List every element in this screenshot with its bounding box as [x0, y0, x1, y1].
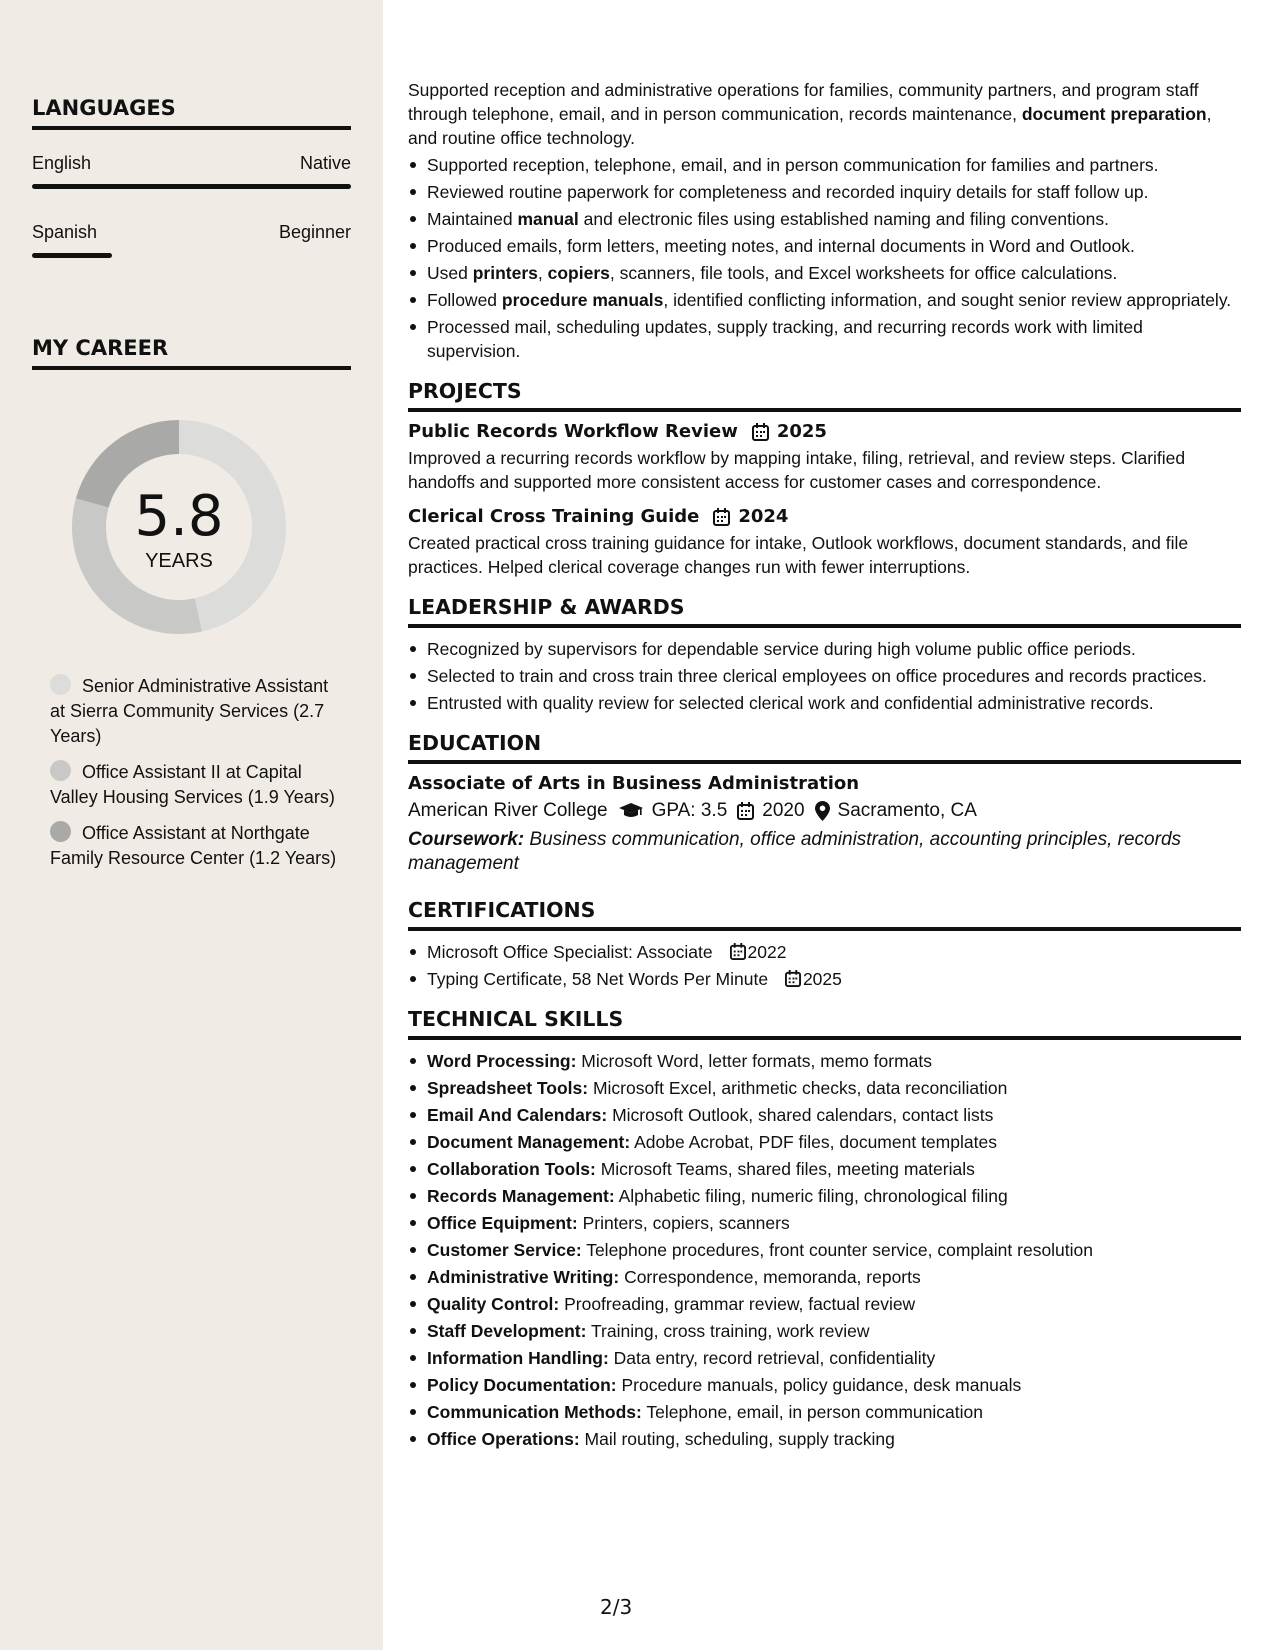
language-bar-spanish: [32, 253, 351, 258]
language-name: English: [32, 153, 92, 173]
language-bar-english: [32, 184, 351, 189]
education-school: American River College: [408, 800, 608, 821]
education-location: Sacramento, CA: [837, 800, 977, 821]
language-row-english: [32, 153, 351, 174]
education-year: 2020: [762, 800, 805, 821]
project-year: 2025: [776, 421, 827, 442]
education-degree: Associate of Arts in Business Administration: [408, 773, 860, 794]
education-gpa: GPA: 3.5: [651, 800, 728, 821]
legend-dot: [50, 760, 71, 781]
education-meta: [408, 800, 1241, 822]
list-item: Selected to train and cross train three clerical employees on office procedures and records practices.: [408, 664, 1241, 688]
language-bar-fill: [32, 184, 351, 189]
leadership-list: [408, 637, 1241, 715]
project-title: Clerical Cross Training Guide 2024: [408, 506, 789, 527]
legend-dot: [50, 674, 71, 695]
experience-summary: Supported reception and administrative operations for families, community partners, and program staff through telephone, email, and in person communication, records maintenance, document preparation, and routine office technology.: [408, 80, 1212, 148]
list-item: Administrative Writing: Correspondence, memoranda, reports: [408, 1265, 1241, 1289]
page-number: 2/3: [600, 1595, 633, 1619]
legend-dot: [50, 821, 71, 842]
project-description: Created practical cross training guidance for intake, Outlook workflows, document standards, and file practices. Helped clerical coverage changes run with fewer interruptions.: [408, 533, 1189, 577]
location-pin-icon: [815, 801, 830, 821]
language-name: Spanish: [32, 222, 98, 242]
career-total-years: 5.8: [134, 484, 224, 549]
certifications-list: [408, 940, 1241, 991]
calendar-icon: [713, 508, 730, 526]
list-item: Produced emails, form letters, meeting notes, and internal documents in Word and Outlook.: [408, 234, 1241, 258]
leadership-heading: LEADERSHIP & AWARDS: [408, 595, 1241, 628]
list-item: Staff Development: Training, cross training, work review: [408, 1319, 1241, 1343]
language-level: Beginner: [278, 222, 351, 242]
calendar-icon: [785, 970, 801, 987]
projects-heading: PROJECTS: [408, 379, 1241, 412]
experience-bullets: [408, 153, 1241, 363]
career-entry: Office Assistant at Northgate Family Resource Center (1.2 Years): [50, 823, 337, 868]
list-item: Followed procedure manuals, identified conflicting information, and sought senior review appropriately.: [408, 288, 1241, 312]
list-item: Recognized by supervisors for dependable service during high volume public office periods.: [408, 637, 1241, 661]
list-item: Document Management: Adobe Acrobat, PDF files, document templates: [408, 1130, 1241, 1154]
certifications-heading: CERTIFICATIONS: [408, 898, 1241, 931]
skills-heading: TECHNICAL SKILLS: [408, 1007, 1241, 1040]
project-title: Public Records Workflow Review 2025: [408, 421, 827, 442]
skills-list: [408, 1049, 1241, 1451]
language-bar-fill: [32, 253, 112, 258]
list-item: Typing Certificate, 58 Net Words Per Minute 2025: [408, 967, 1241, 991]
languages-heading: LANGUAGES: [32, 96, 176, 120]
list-item: Used printers, copiers, scanners, file tools, and Excel worksheets for office calculations.: [408, 261, 1241, 285]
list-item: Records Management: Alphabetic filing, numeric filing, chronological filing: [408, 1184, 1241, 1208]
list-item: Collaboration Tools: Microsoft Teams, shared files, meeting materials: [408, 1157, 1241, 1181]
project-year: 2024: [738, 506, 789, 527]
list-item: Maintained manual and electronic files using established naming and filing conventions.: [408, 207, 1241, 231]
languages-rule: [32, 126, 351, 130]
career-list: [50, 674, 340, 882]
list-item: Office Equipment: Printers, copiers, scanners: [408, 1211, 1241, 1235]
list-item: Email And Calendars: Microsoft Outlook, shared calendars, contact lists: [408, 1103, 1241, 1127]
language-row-spanish: [32, 222, 351, 243]
career-heading: MY CAREER: [32, 336, 169, 360]
list-item: Communication Methods: Telephone, email, in person communication: [408, 1400, 1241, 1424]
career-rule: [32, 366, 351, 370]
calendar-icon: [752, 423, 769, 441]
graduation-cap-icon: [618, 802, 644, 820]
education-coursework: Coursework: Business communication, office administration, accounting principles, records management: [408, 829, 1182, 874]
list-item: Supported reception, telephone, email, and in person communication for families and partners.: [408, 153, 1241, 177]
list-item: Microsoft Office Specialist: Associate 2022: [408, 940, 1241, 964]
list-item: Reviewed routine paperwork for completeness and recorded inquiry details for staff follow up.: [408, 180, 1241, 204]
calendar-icon: [737, 802, 754, 820]
list-item: Office Operations: Mail routing, scheduling, supply tracking: [408, 1427, 1241, 1451]
list-item: Processed mail, scheduling updates, supply tracking, and recurring records work with limited supervision.: [408, 315, 1241, 363]
list-item: Entrusted with quality review for selected clerical work and confidential administrative records.: [408, 691, 1241, 715]
calendar-icon: [730, 943, 746, 960]
career-years-label: YEARS: [145, 550, 213, 572]
project-description: Improved a recurring records workflow by mapping intake, filing, retrieval, and review steps. Clarified handoffs and supported more consistent access for customer cases and correspondence.: [408, 448, 1186, 492]
list-item: Customer Service: Telephone procedures, front counter service, complaint resolution: [408, 1238, 1241, 1262]
language-level: Native: [299, 153, 351, 173]
list-item: Quality Control: Proofreading, grammar review, factual review: [408, 1292, 1241, 1316]
education-heading: EDUCATION: [408, 731, 1241, 764]
main-content: [408, 78, 1241, 1454]
career-entry: Office Assistant II at Capital Valley Housing Services (1.9 Years): [50, 762, 335, 807]
list-item: Information Handling: Data entry, record retrieval, confidentiality: [408, 1346, 1241, 1370]
list-item: Policy Documentation: Procedure manuals, policy guidance, desk manuals: [408, 1373, 1241, 1397]
list-item: Word Processing: Microsoft Word, letter formats, memo formats: [408, 1049, 1241, 1073]
list-item: Spreadsheet Tools: Microsoft Excel, arithmetic checks, data reconciliation: [408, 1076, 1241, 1100]
career-entry: Senior Administrative Assistant at Sierra Community Services (2.7 Years): [50, 676, 329, 746]
sidebar: [0, 0, 383, 1650]
